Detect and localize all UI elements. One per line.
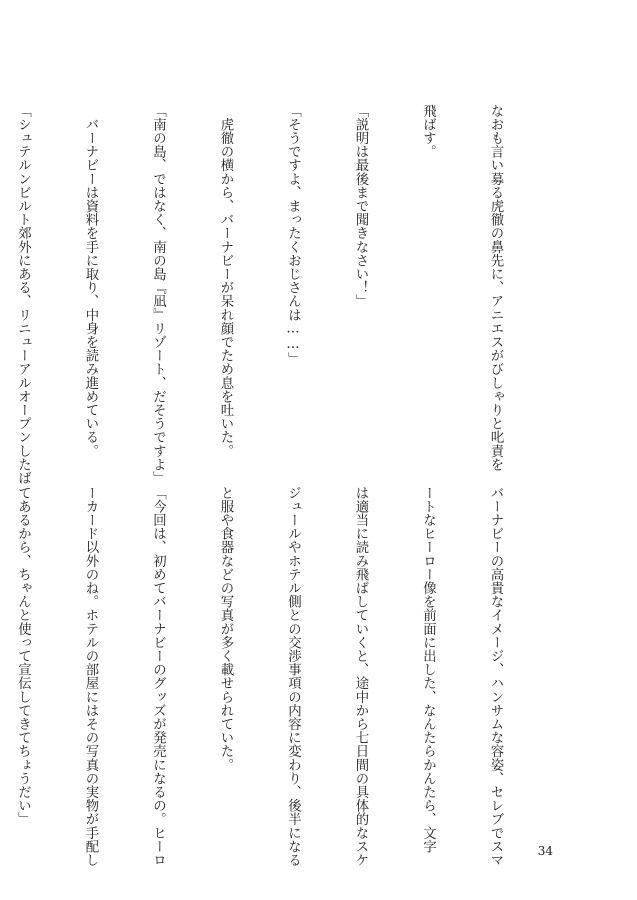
text-line: は適当に読み飛ばしていくと、途中から七日間の具体的なスケ xyxy=(353,486,368,867)
text-line: 「南の島、ではなく、南の島『凪』リゾート、だそうですよ」 xyxy=(150,104,166,485)
text-line: と服や食器などの写真が多く載せられていた。 xyxy=(218,486,233,772)
text-line: バーナビーの高貴なイメージ、ハンサムな容姿、セレブでスマ xyxy=(488,486,503,867)
text-line: ジュールやホテル側との交渉事項の内容に変わり、後半になる xyxy=(285,486,301,867)
text-line: ーカード以外のね。ホテルの部屋にはその写真の実物が手配し xyxy=(83,486,98,867)
text-line: 「そうですよ、まったくおじさんは……」 xyxy=(285,104,301,366)
text-line: なおも言い募る虎徹の鼻先に、アニエスがびしゃりと叱責を xyxy=(488,104,503,472)
text-line: 飛ばす。 xyxy=(420,104,436,159)
text-line: 「今回は、初めてバーナビーのグッズが発売になるの。ヒーロ xyxy=(150,486,166,867)
text-line: バーナビーは資料を手に取り、中身を読み進めている。 xyxy=(83,104,98,458)
text-line: 「説明は最後まで聞きなさい！」 xyxy=(353,104,368,308)
text-line: ートなヒーロー像を前面に出した、なんたらかんたら、文字 xyxy=(420,486,436,854)
text-line: 虎徹の横から、バーナビーが呆れ顔でため息を吐いた。 xyxy=(218,104,233,458)
page-number: 34 xyxy=(537,844,553,858)
text-line: 「シュテルンビルト郊外にある、リニューアルオープンしたば xyxy=(15,104,31,485)
top-text-block xyxy=(15,104,551,485)
text-line: てあるから、ちゃんと使って宣伝してきてちょうだい」 xyxy=(15,486,31,826)
